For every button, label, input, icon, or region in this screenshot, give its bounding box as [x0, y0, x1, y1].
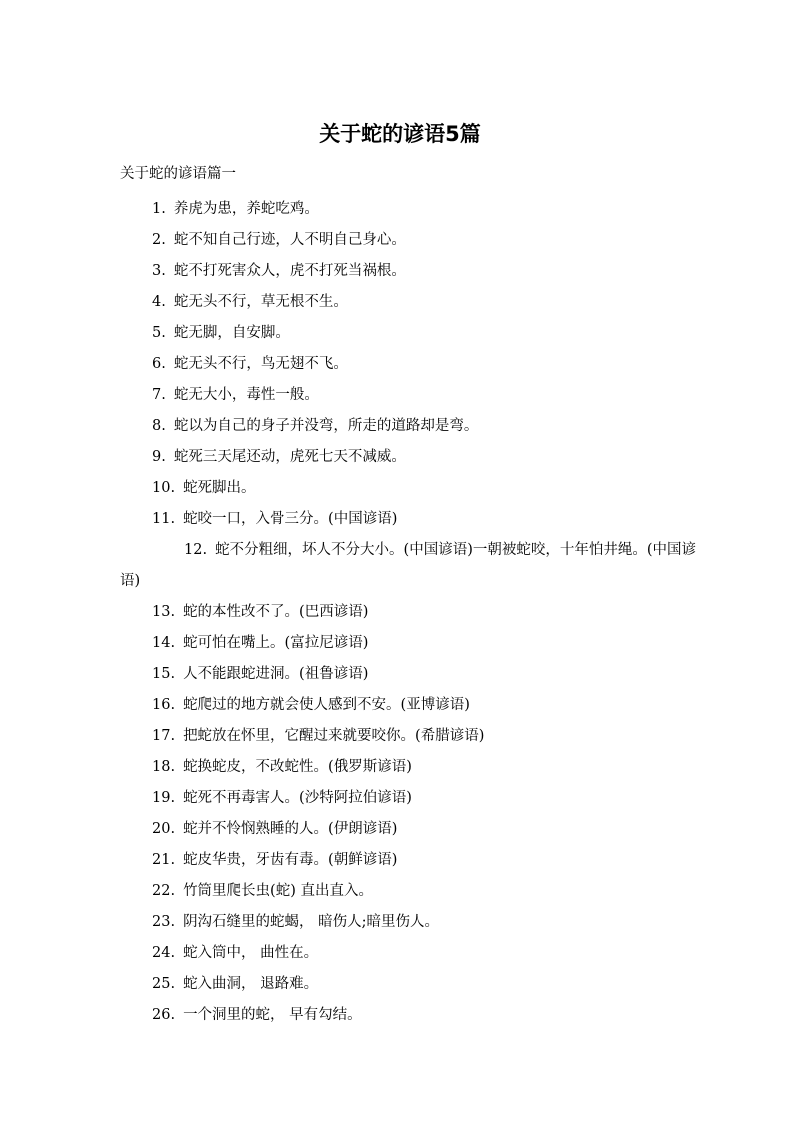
list-item-number: 23.	[152, 914, 176, 930]
list-item-text: 蛇无头不行，草无根不生。	[173, 294, 348, 310]
list-item-text: 蛇咬一口，入骨三分。(中国谚语)	[183, 511, 398, 527]
list-item-number: 18.	[152, 759, 176, 775]
page-title: 关于蛇的谚语5篇	[319, 122, 481, 146]
list-item	[120, 194, 700, 225]
list-item	[120, 876, 700, 907]
list-item-text: 蛇并不怜悯熟睡的人。(伊朗谚语)	[183, 821, 398, 837]
list-item-number: 22.	[152, 883, 176, 899]
list-item-number: 14.	[152, 635, 176, 651]
list-item	[120, 318, 700, 349]
list-item-text: 把蛇放在怀里，它醒过来就要咬你。(希腊谚语)	[183, 728, 485, 744]
list-item-text: 蛇死不再毒害人。(沙特阿拉伯谚语)	[183, 790, 412, 806]
list-item-text: 蛇不打死害众人，虎不打死当祸根。	[173, 263, 406, 279]
list-item	[120, 907, 700, 938]
list-item-text: 蛇入曲洞， 退路难。	[183, 976, 319, 992]
list-item	[120, 442, 700, 473]
list-item	[120, 225, 700, 256]
list-item	[120, 752, 700, 783]
list-item-number: 6.	[152, 356, 166, 372]
list-item-text: 人不能跟蛇进洞。(祖鲁谚语)	[183, 666, 369, 682]
section-heading: 关于蛇的谚语篇一	[120, 166, 236, 182]
list-item-number: 13.	[152, 604, 176, 620]
list-item	[120, 721, 700, 752]
list-item-text: 蛇死脚出。	[183, 480, 256, 496]
list-item-number: 11.	[152, 511, 176, 527]
list-item-text: 蛇不分粗细，坏人不分大小。(中国谚语)一朝被蛇咬，十年怕井绳。(中国谚语)	[120, 542, 697, 589]
list-item	[120, 597, 700, 628]
list-item-text: 蛇以为自己的身子并没弯，所走的道路却是弯。	[173, 418, 479, 434]
list-item-number: 20.	[152, 821, 176, 837]
list-item-text: 蛇无头不行，鸟无翅不飞。	[173, 356, 348, 372]
list-item-text: 蛇可怕在嘴上。(富拉尼谚语)	[183, 635, 369, 651]
list-item-text: 养虎为患，养蛇吃鸡。	[173, 201, 319, 217]
list-item	[120, 256, 700, 287]
list-item-number: 12.	[184, 542, 208, 558]
list-item	[120, 287, 700, 318]
list-item	[120, 349, 700, 380]
list-item-number: 21.	[152, 852, 176, 868]
list-item-text: 蛇无脚，自安脚。	[173, 325, 290, 341]
list-item	[120, 814, 700, 845]
list-item	[120, 938, 700, 969]
list-item-number: 9.	[152, 449, 166, 465]
list-item-text: 蛇的本性改不了。(巴西谚语)	[183, 604, 369, 620]
proverb-list	[120, 194, 700, 1031]
list-item	[120, 628, 700, 659]
list-item-number: 24.	[152, 945, 176, 961]
list-item	[120, 969, 700, 1000]
list-item	[120, 473, 700, 504]
list-item-text: 一个洞里的蛇， 早有勾结。	[183, 1007, 362, 1023]
list-item-text: 蛇入筒中， 曲性在。	[183, 945, 319, 961]
list-item-number: 7.	[152, 387, 166, 403]
list-item	[120, 411, 700, 442]
list-item	[120, 783, 700, 814]
list-item-number: 2.	[152, 232, 166, 248]
list-item-text: 蛇不知自己行迹，人不明自己身心。	[173, 232, 406, 248]
list-item-number: 16.	[152, 697, 176, 713]
list-item	[120, 535, 700, 597]
list-item-number: 1.	[152, 201, 166, 217]
list-item-text: 蛇爬过的地方就会使人感到不安。(亚博谚语)	[183, 697, 470, 713]
list-item-number: 25.	[152, 976, 176, 992]
list-item	[120, 659, 700, 690]
list-item-text: 蛇皮华贵，牙齿有毒。(朝鲜谚语)	[183, 852, 398, 868]
list-item-number: 4.	[152, 294, 166, 310]
list-item-text: 蛇无大小，毒性一般。	[173, 387, 319, 403]
list-item	[120, 380, 700, 411]
list-item	[120, 845, 700, 876]
list-item-number: 5.	[152, 325, 166, 341]
list-item-text: 蛇死三天尾还动，虎死七天不减威。	[173, 449, 406, 465]
list-item-number: 3.	[152, 263, 166, 279]
list-item-number: 17.	[152, 728, 176, 744]
list-item	[120, 504, 700, 535]
list-item-number: 19.	[152, 790, 176, 806]
list-item-number: 8.	[152, 418, 166, 434]
list-item	[120, 1000, 700, 1031]
list-item	[120, 690, 700, 721]
list-item-text: 竹筒里爬长虫(蛇) 直出直入。	[183, 883, 373, 899]
list-item-number: 15.	[152, 666, 176, 682]
list-item-text: 蛇换蛇皮，不改蛇性。(俄罗斯谚语)	[183, 759, 412, 775]
list-item-text: 阴沟石缝里的蛇蝎， 暗伤人;暗里伤人。	[183, 914, 440, 930]
list-item-number: 10.	[152, 480, 176, 496]
list-item-number: 26.	[152, 1007, 176, 1023]
